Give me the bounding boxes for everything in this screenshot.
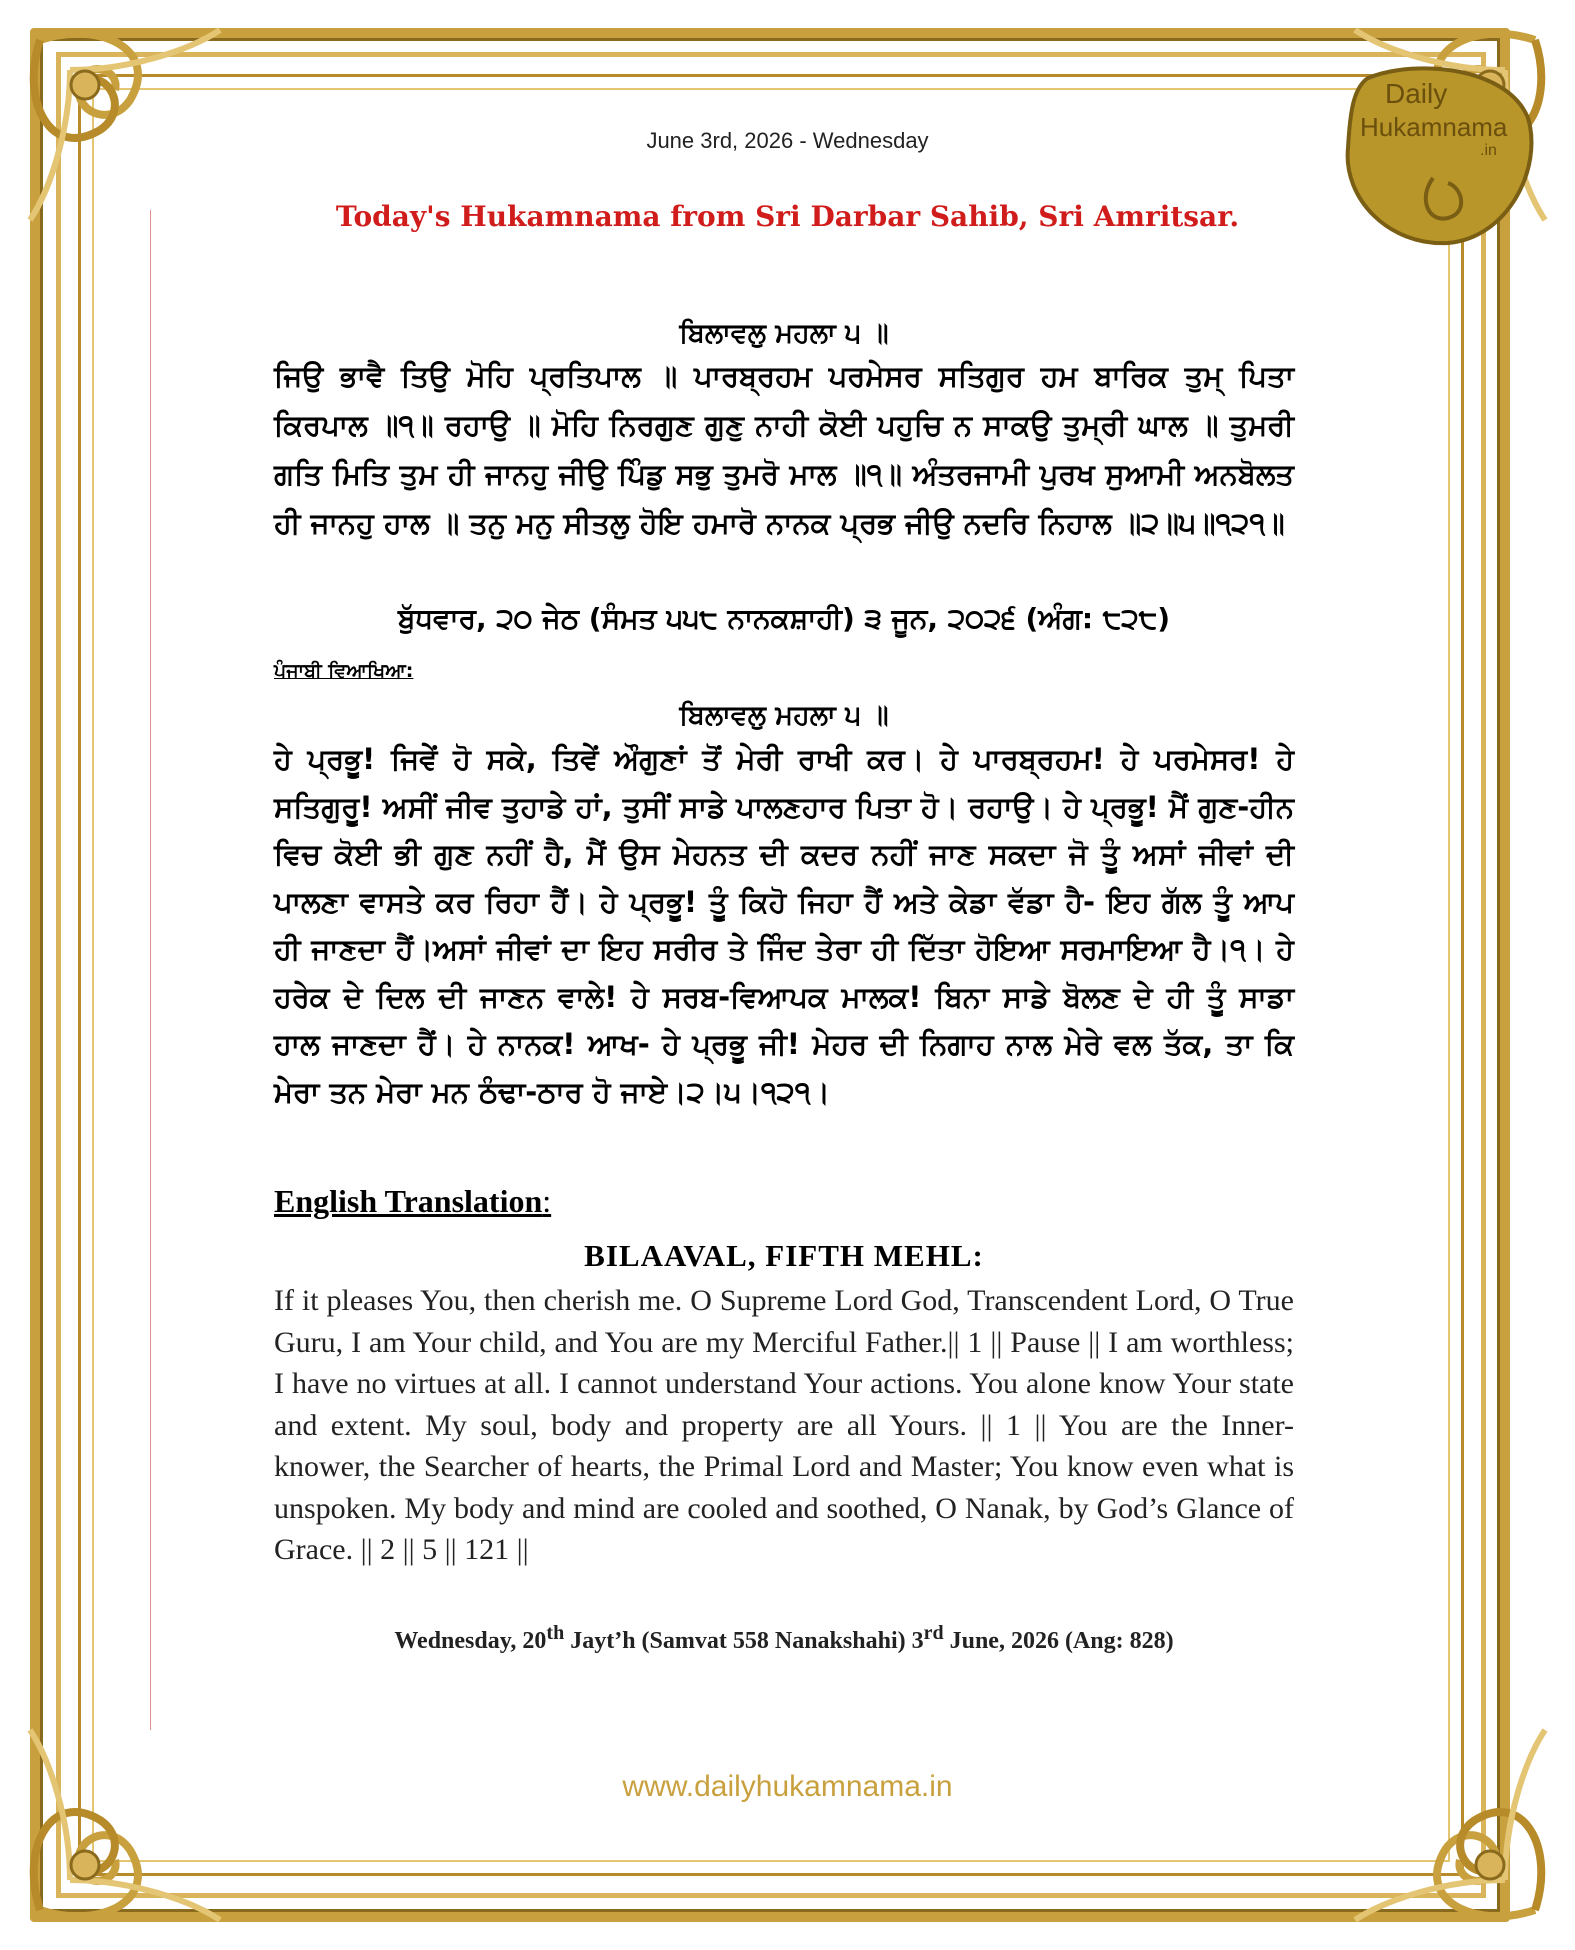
- english-title: BILAAVAL, FIFTH MEHL:: [584, 1238, 984, 1273]
- badge-text-daily: Daily: [1385, 78, 1448, 109]
- shabad-title: ਬਿਲਾਵਲੁ ਮਹਲਾ ੫ ॥: [679, 318, 889, 349]
- top-date: June 3rd, 2026 - Wednesday: [646, 128, 929, 153]
- english-text: If it pleases You, then cherish me. O Supreme Lord God, Transcendent Lord, O True Guru, I am Your child, and You are my Merciful Father.|| 1 || Pause || I am worthless; I have no virtues at all. I cannot understand Your actions. You alone know Your state and extent. My soul, body and property are all Yours. || 1 || You are the Inner-knower, the Searcher of hearts, the Primal Lord and Master; You know even what is unspoken. My body and mind are cooled and soothed, O Nanak, by God’s Glance of Grace. || 2 || 5 || 121 ||: [274, 1284, 1294, 1566]
- english-date: [274, 1622, 1294, 1655]
- punjabi-date: ਬੁੱਧਵਾਰ, ੨੦ ਜੇਠ (ਸੰਮਤ ੫੫੮ ਨਾਨਕਸ਼ਾਹੀ) ੩ ਜੂਨ, ੨੦੨੬ (ਅੰਗ: ੮੨੮): [397, 602, 1171, 635]
- badge-text-hukamnama: Hukamnama: [1360, 112, 1508, 142]
- vyakhya-text: ਹੇ ਪ੍ਰਭੂ! ਜਿਵੇਂ ਹੋ ਸਕੇ, ਤਿਵੇਂ ਔਗੁਣਾਂ ਤੋਂ ਮੇਰੀ ਰਾਖੀ ਕਰ। ਹੇ ਪਾਰਬ੍ਰਹਮ! ਹੇ ਪਰਮੇਸਰ! ਹੇ ਸਤਿਗੁਰੂ! ਅਸੀਂ ਜੀਵ ਤੁਹਾਡੇ ਹਾਂ, ਤੁਸੀਂ ਸਾਡੇ ਪਾਲਣਹਾਰ ਪਿਤਾ ਹੋ। ਰਹਾਉ। ਹੇ ਪ੍ਰਭੂ! ਮੈਂ ਗੁਣ-ਹੀਨ ਵਿਚ ਕੋਈ ਭੀ ਗੁਣ ਨਹੀਂ ਹੈ, ਮੈਂ ਉਸ ਮੇਹਨਤ ਦੀ ਕਦਰ ਨਹੀਂ ਜਾਣ ਸਕਦਾ ਜੋ ਤੂੰ ਅਸਾਂ ਜੀਵਾਂ ਦੀ ਪਾਲਣਾ ਵਾਸਤੇ ਕਰ ਰਿਹਾ ਹੈਂ। ਹੇ ਪ੍ਰਭੂ! ਤੂੰ ਕਿਹੋ ਜਿਹਾ ਹੈਂ ਅਤੇ ਕੇਡਾ ਵੱਡਾ ਹੈ- ਇਹ ਗੱਲ ਤੂੰ ਆਪ ਹੀ ਜਾਣਦਾ ਹੈਂ।ਅਸਾਂ ਜੀਵਾਂ ਦਾ ਇਹ ਸਰੀਰ ਤੇ ਜਿੰਦ ਤੇਰਾ ਹੀ ਦਿੱਤਾ ਹੋਇਆ ਸਰਮਾਇਆ ਹੈ।੧। ਹੇ ਹਰੇਕ ਦੇ ਦਿਲ ਦੀ ਜਾਣਨ ਵਾਲੇ! ਹੇ ਸਰਬ-ਵਿਆਪਕ ਮਾਲਕ! ਬਿਨਾ ਸਾਡੇ ਬੋਲਣ ਦੇ ਹੀ ਤੂੰ ਸਾਡਾ ਹਾਲ ਜਾਣਦਾ ਹੈਂ। ਹੇ ਨਾਨਕ! ਆਖ- ਹੇ ਪ੍ਰਭੂ ਜੀ! ਮੇਹਰ ਦੀ ਨਿਗਾਹ ਨਾਲ ਮੇਰੇ ਵਲ ਤੱਕ, ਤਾ ਕਿ ਮੇਰਾ ਤਨ ਮੇਰਾ ਮਨ ਠੰਢਾ-ਠਾਰ ਹੋ ਜਾਏ।੨।੫।੧੨੧।: [274, 742, 1294, 1109]
- shabad-text: ਜਿਉ ਭਾਵੈ ਤਿਉ ਮੋਹਿ ਪ੍ਰਤਿਪਾਲ ॥ ਪਾਰਬ੍ਰਹਮ ਪਰਮੇਸਰ ਸਤਿਗੁਰ ਹਮ ਬਾਰਿਕ ਤੁਮ੍ ਪਿਤਾ ਕਿਰਪਾਲ ॥੧॥ ਰਹਾਉ ॥ ਮੋਹਿ ਨਿਰਗੁਣ ਗੁਣੁ ਨਾਹੀ ਕੋਈ ਪਹੁਚਿ ਨ ਸਾਕਉ ਤੁਮ੍ਰੀ ਘਾਲ ॥ ਤੁਮਰੀ ਗਤਿ ਮਿਤਿ ਤੁਮ ਹੀ ਜਾਨਹੁ ਜੀਉ ਪਿੰਡੁ ਸਭੁ ਤੁਮਰੋ ਮਾਲ ॥੧॥ ਅੰਤਰਜਾਮੀ ਪੁਰਖ ਸੁਆਮੀ ਅਨਬੋਲਤ ਹੀ ਜਾਨਹੁ ਹਾਲ ॥ ਤਨੁ ਮਨੁ ਸੀਤਲੁ ਹੋਇ ਹਮਾਰੋ ਨਾਨਕ ਪ੍ਰਭ ਜੀਉ ਨਦਰਿ ਨਿਹਾਲ ॥੨॥੫॥੧੨੧॥: [274, 359, 1294, 540]
- ornament-bow-icon: [1335, 1710, 1565, 1940]
- english-date-sup: rd: [923, 1622, 944, 1644]
- vyakhya-title: ਬਿਲਾਵਲੁ ਮਹਲਾ ੫ ॥: [679, 700, 889, 731]
- badge-text-in: .in: [1480, 142, 1497, 159]
- footer-url[interactable]: www.dailyhukamnama.in: [622, 1770, 953, 1803]
- english-label-colon: :: [542, 1183, 552, 1219]
- punjabi-vyakhya-label: ਪੰਜਾਬੀ ਵਿਆਖਿਆ:: [274, 660, 414, 682]
- english-date-part: Jayt’h (Samvat 558 Nanakshahi) 3: [564, 1628, 924, 1654]
- ornament-bow-icon: [10, 1710, 240, 1940]
- english-translation-label: [274, 1183, 551, 1220]
- margin-line: [150, 210, 151, 1730]
- english-date-sup: th: [546, 1622, 565, 1644]
- headline: Today's Hukamnama from Sri Darbar Sahib, Sri Amritsar.: [335, 200, 1240, 233]
- english-date-part: Wednesday, 20: [394, 1628, 547, 1654]
- english-label-text: English Translation: [274, 1183, 543, 1219]
- english-date-part: June, 2026 (Ang: 828): [943, 1628, 1174, 1654]
